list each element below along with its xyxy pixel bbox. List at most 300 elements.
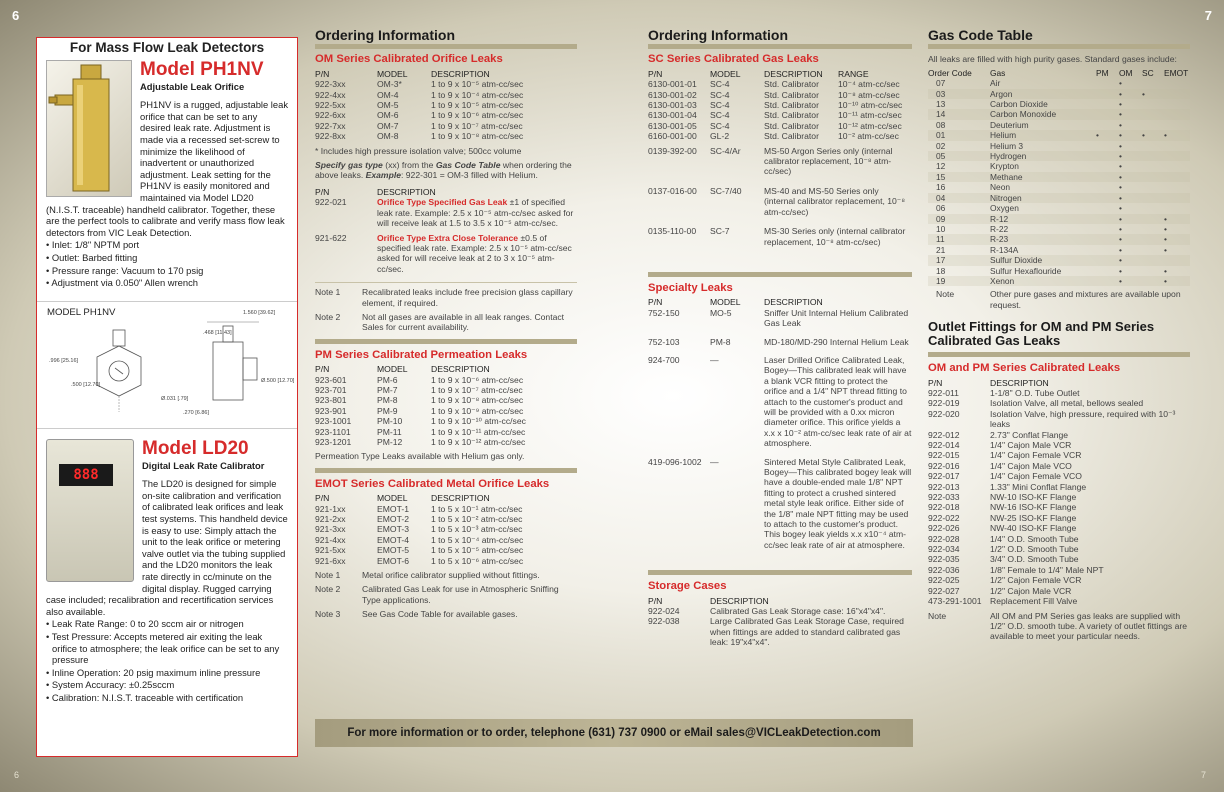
table-cell: 922-028: [928, 533, 960, 544]
table-cell: 1/2" Cajon Male VCR: [990, 585, 1072, 596]
dim-label: 1.560 [39.62]: [243, 309, 276, 316]
col-header: P/N: [648, 595, 663, 606]
table-cell: Nitrogen: [990, 193, 1096, 203]
col-header: P/N: [315, 186, 330, 197]
spec-prefix: Specify gas type: [315, 160, 383, 171]
gas-intro: All leaks are filled with high purity gases. Standard gases include:: [928, 54, 1177, 65]
table-cell: •: [1119, 161, 1122, 172]
table-cell: 922-017: [928, 471, 960, 482]
table-cell: [1142, 151, 1164, 161]
table-cell: 19: [928, 276, 990, 286]
gas-table: [928, 68, 1190, 287]
table-cell: [1142, 99, 1164, 109]
table-cell: [1142, 182, 1164, 192]
table-cell: —: [710, 354, 719, 365]
dim-label: .270 [6.86]: [183, 409, 209, 416]
gas-row: [928, 234, 1190, 244]
table-cell: 21: [936, 244, 946, 255]
table-cell: EMOT-3: [377, 524, 409, 535]
table-cell: •: [1164, 214, 1190, 224]
specialty-table: [648, 297, 912, 558]
table-cell: [1164, 193, 1190, 203]
om-row: [315, 100, 577, 110]
table-cell: Deuterium: [990, 119, 1029, 130]
outlet-row: [928, 430, 1190, 440]
table-cell: 1 to 9 x 10⁻⁴ atm-cc/sec: [431, 89, 524, 100]
table-cell: 922-020: [928, 408, 960, 419]
ld20-bullets: [46, 618, 288, 703]
note-text: Metal orifice calibrator supplied without fittings.: [362, 570, 540, 581]
ld20-subtitle: Digital Leak Rate Calibrator: [142, 459, 265, 471]
specialty-row: [648, 308, 912, 337]
table-cell: [1096, 224, 1119, 234]
table-cell: PM-6: [377, 374, 398, 385]
table-cell: 922-8xx: [315, 131, 346, 142]
table-cell: 1 to 5 x 10⁻¹ atm-cc/sec: [431, 503, 523, 514]
emot-table: [315, 493, 577, 566]
table-cell: [1142, 193, 1164, 203]
specialty-section: [648, 283, 912, 558]
table-cell: Std. Calibrator: [764, 100, 819, 111]
table-cell: [1164, 182, 1190, 192]
col-header: DESCRIPTION: [990, 377, 1049, 388]
specialty-row: [648, 337, 912, 355]
outlet-row: [928, 409, 1190, 430]
ph1nv-title: Model PH1NV: [140, 58, 264, 80]
table-cell: •: [1119, 140, 1122, 151]
table-cell: PM-9: [377, 405, 398, 416]
note-key: Note: [936, 289, 955, 300]
table-cell: Isolation Valve, all metal, bellows sealed: [990, 398, 1144, 409]
col-header: MODEL: [377, 68, 408, 79]
table-cell: R-134A: [990, 244, 1019, 255]
table-cell: SC-7: [710, 226, 730, 237]
emot-note: [315, 609, 577, 619]
table-cell: •: [1164, 223, 1167, 234]
gas-row: [928, 214, 1190, 224]
note-text: Calibrated Gas Leak for use in Atmospheric Sniffing Type applications.: [362, 584, 559, 605]
om-table: [315, 69, 577, 142]
table-cell: •: [1119, 193, 1142, 203]
gas-row: [928, 172, 1190, 182]
table-cell: PM-11: [377, 426, 402, 437]
table-cell: •: [1119, 89, 1142, 99]
table-cell: OM-8: [377, 131, 399, 142]
note-key: Note 1: [315, 570, 341, 581]
pm-row: [315, 385, 577, 395]
storage-section: [648, 581, 912, 647]
col-header: DESCRIPTION: [710, 595, 769, 606]
table-cell: Oxygen: [990, 203, 1019, 214]
sc-row: [648, 90, 912, 100]
sc-title: SC Series Calibrated Gas Leaks: [648, 53, 819, 66]
emot-row: [315, 556, 577, 566]
col-header: P/N: [648, 68, 663, 79]
table-cell: NW-25 ISO-KF Flange: [990, 512, 1077, 523]
table-cell: 1 to 9 x 10⁻⁷ atm-cc/sec: [431, 120, 523, 131]
table-cell: 922-014: [928, 440, 960, 450]
gas-note: [928, 289, 1190, 310]
table-cell: [1096, 109, 1119, 119]
ph1nv-bullets: [46, 239, 288, 288]
table-cell: 10⁻¹¹ atm-cc/sec: [838, 110, 902, 121]
table-cell: 922-026: [928, 523, 960, 534]
outlet-row: [928, 440, 1190, 450]
table-cell: 13: [936, 99, 946, 110]
ld20-bullet: • System Accuracy: ±0.25sccm: [46, 679, 288, 691]
table-cell: •: [1119, 151, 1142, 161]
note-key: Note 2: [315, 584, 341, 595]
specialty-title: Specialty Leaks: [648, 281, 733, 294]
outlet-row: [928, 502, 1190, 512]
ordering-title: Ordering Information: [315, 30, 577, 49]
emot-row: [315, 504, 577, 514]
table-cell: 1/4" Cajon Female VCO: [990, 471, 1082, 482]
table-cell: •: [1119, 244, 1122, 255]
table-cell: Krypton: [990, 161, 1019, 172]
opt-desc: [377, 197, 577, 228]
pm-row: [315, 395, 577, 405]
table-cell: •: [1119, 203, 1122, 214]
table-cell: [1164, 203, 1190, 213]
table-cell: 3/4" O.D. Smooth Tube: [990, 554, 1079, 565]
table-cell: EMOT-6: [377, 555, 409, 566]
table-cell: 1 to 9 x 10⁻⁷ atm-cc/sec: [431, 384, 523, 395]
dim-label: Ø.031 [.79]: [161, 395, 189, 402]
col-header: OM: [1119, 67, 1133, 78]
om-options-table: [315, 187, 577, 274]
table-cell: 419-096-1002: [648, 456, 702, 467]
table-cell: [1142, 245, 1164, 255]
ph1nv-bullet: • Outlet: Barbed fitting: [46, 252, 288, 264]
table-cell: [1142, 109, 1164, 119]
table-cell: 1 to 9 x 10⁻⁵ atm-cc/sec: [431, 100, 524, 111]
col-header: DESCRIPTION: [764, 68, 823, 79]
outlet-note: [928, 611, 1190, 642]
table-cell: NW-40 ISO-KF Flange: [990, 523, 1077, 534]
table-cell: 1 to 9 x 10⁻⁸ atm-cc/sec: [431, 395, 524, 406]
table-cell: 924-700: [648, 354, 680, 365]
ld20-display: 888: [59, 464, 113, 486]
sc-extra-row: [648, 226, 912, 256]
table-cell: Laser Drilled Orifice Calibrated Leak, Bogey—This calibrated leak will have a blank VCR fitting to protect the orifice and a 1/4" NPT thread fitting to attach to the customer's product and will be provided with a 0.xx micron diameter orifice. This orifice yields a x.x x 10⁻² atm-cc/sec leak rate of air at atmosphere.: [764, 354, 912, 449]
table-cell: [1142, 234, 1164, 244]
col-header: EMOT: [1164, 67, 1189, 78]
ld20-title: Model LD20: [142, 437, 249, 459]
table-cell: Air: [990, 78, 1001, 89]
ph1nv-bullet: • Pressure range: Vacuum to 170 psig: [46, 265, 288, 277]
opt-text: ±1 of specified leak rate. Example: 2.5 x 10⁻⁵ atm-cc/sec asked for will receive leak at 1.5 to 3.5 x 10⁻⁵ atm-cc/sec.: [377, 197, 574, 229]
table-cell: [1096, 245, 1119, 255]
spec-mid: (xx) from the: [382, 160, 436, 171]
table-cell: •: [1119, 182, 1122, 193]
om-footnote: * Includes high pressure isolation valve; 500cc volume: [315, 145, 522, 156]
table-cell: 1/4" Cajon Male VCO: [990, 460, 1072, 471]
table-cell: 922-012: [928, 429, 960, 440]
table-cell: [1096, 120, 1119, 130]
gas-row: [928, 78, 1190, 88]
table-cell: 10⁻¹² atm-cc/sec: [838, 120, 902, 131]
dim-label: .996 [25.16]: [49, 357, 79, 364]
table-cell: [1164, 89, 1190, 99]
table-cell: 923-901: [315, 405, 347, 416]
table-cell: PM-12: [377, 437, 403, 447]
table-cell: [1096, 151, 1119, 161]
ph1nv-photo: [46, 60, 132, 197]
table-cell: •: [1119, 99, 1122, 110]
table-cell: Sniffer Unit Internal Helium Calibrated Gas Leak: [764, 307, 909, 329]
table-cell: 923-1101: [315, 426, 351, 437]
table-cell: Methane: [990, 172, 1096, 182]
outlet-row: [928, 586, 1190, 596]
table-cell: Calibrated Gas Leak Storage case: 16"x4"x4".: [710, 606, 886, 617]
table-cell: 922-025: [928, 575, 960, 586]
pm-section: [315, 350, 577, 462]
table-cell: [1096, 193, 1119, 203]
col-header: Gas: [990, 67, 1006, 78]
table-cell: •: [1119, 255, 1142, 265]
table-cell: 2.73" Conflat Flange: [990, 429, 1069, 440]
table-cell: 922-019: [928, 398, 960, 409]
outlet-subtitle: OM and PM Series Calibrated Leaks: [928, 362, 1121, 375]
table-cell: •: [1142, 130, 1164, 140]
table-cell: [1142, 255, 1164, 265]
table-cell: •: [1164, 130, 1190, 140]
table-cell: [1164, 255, 1190, 265]
table-cell: [1164, 78, 1190, 88]
sc-row: [648, 121, 912, 131]
table-cell: 1 to 5 x 10⁻⁵ atm-cc/sec: [431, 545, 524, 556]
table-cell: 922-018: [928, 502, 960, 513]
table-cell: [1096, 276, 1119, 286]
table-cell: [1142, 161, 1164, 171]
outlet-row: [928, 461, 1190, 471]
table-cell: 921-4xx: [315, 534, 346, 545]
table-cell: •: [1119, 234, 1142, 244]
outlet-row: [928, 534, 1190, 544]
om-spec: [315, 160, 577, 181]
table-cell: 10⁻⁴ atm-cc/sec: [838, 79, 900, 90]
outlet-row: [928, 596, 1190, 606]
pm-row: [315, 427, 577, 437]
table-cell: EMOT-5: [377, 545, 409, 556]
ordering-title: Ordering Information: [648, 30, 912, 49]
outlet-row: [928, 388, 1190, 398]
table-cell: 1 to 5 x 10⁻⁶ atm-cc/sec: [431, 555, 524, 566]
table-cell: 1 to 9 x 10⁻⁹ atm-cc/sec: [431, 405, 524, 416]
col-header: P/N: [315, 68, 330, 79]
note-text: Not all gases are available in all leak ranges. Contact Sales for current availability.: [362, 311, 565, 333]
note-key: Note 3: [315, 609, 341, 620]
ld20-description: The LD20 is designed for simple on-site calibration and verification of calibrated leak orifices and leak test systems. This handheld device is easy to use: Simply attach the unit to the leak orifice or metering valve outlet via the tubing supplied and the LD20 monitors the leak rate directly in cc/minute on the digital display. Rugged carrying case included; recalibration and recertification services also available.: [46, 478, 288, 617]
table-cell: OM-3*: [377, 79, 402, 90]
spec-mid2: when ordering the above leaks.: [315, 160, 572, 181]
table-cell: [1164, 109, 1190, 119]
table-cell: 752-103: [648, 336, 680, 347]
table-cell: [1096, 203, 1119, 213]
table-cell: Sulfur Hexaflouride: [990, 265, 1062, 276]
gas-row: [928, 203, 1190, 213]
dim-label: .500 [12.70]: [71, 381, 101, 388]
ld20-photo: [46, 439, 134, 582]
gas-row: [928, 89, 1190, 99]
table-cell: [1164, 120, 1190, 130]
emot-title: EMOT Series Calibrated Metal Orifice Leaks: [315, 477, 550, 490]
table-cell: •: [1119, 265, 1122, 276]
table-cell: Sulfur Dioxide: [990, 255, 1096, 265]
table-cell: NW-16 ISO-KF Flange: [990, 502, 1077, 513]
sc-extra-row: [648, 186, 912, 226]
table-cell: 923-1201: [315, 437, 352, 447]
table-cell: 02: [936, 140, 946, 151]
om-row: [315, 131, 577, 141]
gas-row: [928, 120, 1190, 130]
outlet-row: [928, 398, 1190, 408]
table-cell: SC-4: [710, 100, 730, 111]
ph1nv-subtitle: Adjustable Leak Orifice: [140, 80, 245, 92]
table-cell: 6130-001-03: [648, 100, 697, 111]
table-cell: 0139-392-00: [648, 145, 697, 156]
gas-row: [928, 193, 1190, 203]
table-cell: Argon: [990, 89, 1096, 99]
table-cell: •: [1164, 244, 1167, 255]
col-header: MODEL: [377, 364, 408, 375]
table-cell: 10: [936, 223, 946, 234]
table-cell: •: [1142, 89, 1164, 99]
table-cell: MS-30 Series only (internal calibrator replacement, 10⁻⁸ atm-cc/sec): [764, 226, 906, 247]
table-cell: 921-2xx: [315, 514, 346, 525]
table-cell: Std. Calibrator: [764, 89, 819, 100]
table-cell: Neon: [990, 182, 1011, 193]
sc-row: [648, 131, 912, 141]
table-cell: 1 to 9 x 10⁻⁸ atm-cc/sec: [431, 131, 524, 142]
table-cell: PM-7: [377, 384, 398, 395]
table-cell: SC-7/40: [710, 185, 742, 196]
table-cell: [1096, 234, 1119, 244]
table-cell: R-12: [990, 214, 1096, 224]
outlet-row: [928, 554, 1190, 564]
table-cell: OM-4: [377, 89, 399, 100]
table-cell: [1096, 182, 1119, 192]
table-cell: [1142, 266, 1164, 276]
table-cell: 6130-001-01: [648, 79, 697, 90]
table-cell: 12: [936, 161, 946, 172]
table-cell: [1096, 78, 1119, 88]
table-cell: 921-5xx: [315, 545, 346, 556]
table-cell: 16: [936, 182, 946, 193]
table-cell: 922-022: [928, 512, 960, 523]
table-cell: Replacement Fill Valve: [990, 596, 1078, 607]
om-note: [315, 287, 577, 308]
table-cell: 1 to 9 x 10⁻¹¹ atm-cc/sec: [431, 426, 526, 437]
gas-row: [928, 130, 1190, 140]
table-cell: OM-6: [377, 110, 399, 121]
table-cell: 1 to 5 x 10⁻³ atm-cc/sec: [431, 524, 523, 535]
mass-flow-panel: [36, 37, 298, 757]
om-row: [315, 79, 577, 89]
gas-code-column: [928, 27, 1190, 646]
emot-note: [315, 584, 577, 605]
table-cell: 1 to 9 x 10⁻¹² atm-cc/sec: [431, 437, 526, 447]
table-cell: 923-1001: [315, 416, 352, 427]
col-header: MODEL: [710, 297, 741, 308]
table-cell: Std. Calibrator: [764, 120, 819, 131]
col-header: P/N: [648, 297, 663, 308]
gas-row: [928, 255, 1190, 265]
col-header: DESCRIPTION: [377, 186, 436, 197]
table-cell: 04: [928, 193, 990, 203]
table-cell: MO-5: [710, 307, 732, 318]
specialty-row: [648, 457, 912, 559]
ph1nv-bullet: • Adjustment via 0.050" Allen wrench: [46, 277, 288, 289]
table-cell: Helium: [990, 130, 1096, 140]
sc-extra-row: [648, 146, 912, 186]
table-cell: •: [1164, 234, 1190, 244]
table-cell: 10⁻¹⁰ atm-cc/sec: [838, 100, 903, 111]
table-cell: MS-40 and MS-50 Series only (internal calibrator replacement, 10⁻⁸ atm-cc/sec): [764, 185, 905, 217]
table-cell: [1096, 266, 1119, 276]
table-cell: 922-6xx: [315, 110, 346, 121]
table-cell: 03: [928, 89, 990, 99]
note-text: Recalibrated leaks include free precision glass capillary element, if required.: [362, 287, 573, 308]
table-cell: GL-2: [710, 131, 730, 142]
outlet-row: [928, 492, 1190, 502]
table-cell: •: [1164, 265, 1167, 276]
table-cell: 922-035: [928, 554, 960, 565]
outlet-row: [928, 450, 1190, 460]
table-cell: EMOT-1: [377, 503, 409, 514]
spec-table-ref: Gas Code Table: [435, 160, 501, 171]
ld20-bullet: • Calibration: N.I.S.T. traceable with certification: [46, 692, 288, 704]
storage-table: [648, 596, 912, 648]
table-cell: 1 to 9 x 10⁻⁶ atm-cc/sec: [431, 110, 524, 121]
table-cell: 1.33" Mini Conflat Flange: [990, 481, 1087, 492]
table-cell: 1 to 5 x 10⁻² atm-cc/sec: [431, 514, 523, 525]
table-cell: EMOT-2: [377, 514, 409, 525]
table-cell: 18: [936, 265, 946, 276]
emot-section: [315, 479, 577, 620]
col-header: SC: [1142, 67, 1154, 78]
table-cell: 922-015: [928, 450, 960, 461]
sc-row: [648, 79, 912, 89]
note-text: Other pure gases and mixtures are available upon request.: [990, 289, 1181, 310]
table-cell: PM-8: [710, 336, 731, 347]
table-cell: •: [1119, 223, 1122, 234]
table-cell: 6160-001-00: [648, 131, 697, 142]
table-cell: Std. Calibrator: [764, 110, 819, 121]
table-cell: [1142, 224, 1164, 234]
table-cell: 0137-016-00: [648, 185, 697, 196]
table-cell: 922-016: [928, 460, 960, 471]
col-header: DESCRIPTION: [431, 364, 490, 375]
table-cell: NW-10 ISO-KF Flange: [990, 492, 1077, 503]
table-cell: 922-011: [928, 387, 959, 398]
outlet-row: [928, 523, 1190, 533]
table-cell: •: [1119, 119, 1122, 130]
col-header: P/N: [928, 377, 943, 388]
col-header: MODEL: [710, 68, 741, 79]
table-cell: MD-180/MD-290 Internal Helium Leak: [764, 336, 909, 347]
col-header: DESCRIPTION: [431, 68, 490, 79]
table-cell: 6130-001-05: [648, 120, 697, 131]
spec-example-label: Example: [365, 170, 401, 181]
table-cell: [1096, 99, 1119, 109]
table-cell: 921-3xx: [315, 524, 346, 535]
table-cell: 1/4" Cajon Male VCR: [990, 440, 1072, 450]
table-cell: [1096, 255, 1119, 265]
ph1nv-bullet: • Inlet: 1/8" NPTM port: [46, 239, 288, 251]
om-row: [315, 110, 577, 120]
